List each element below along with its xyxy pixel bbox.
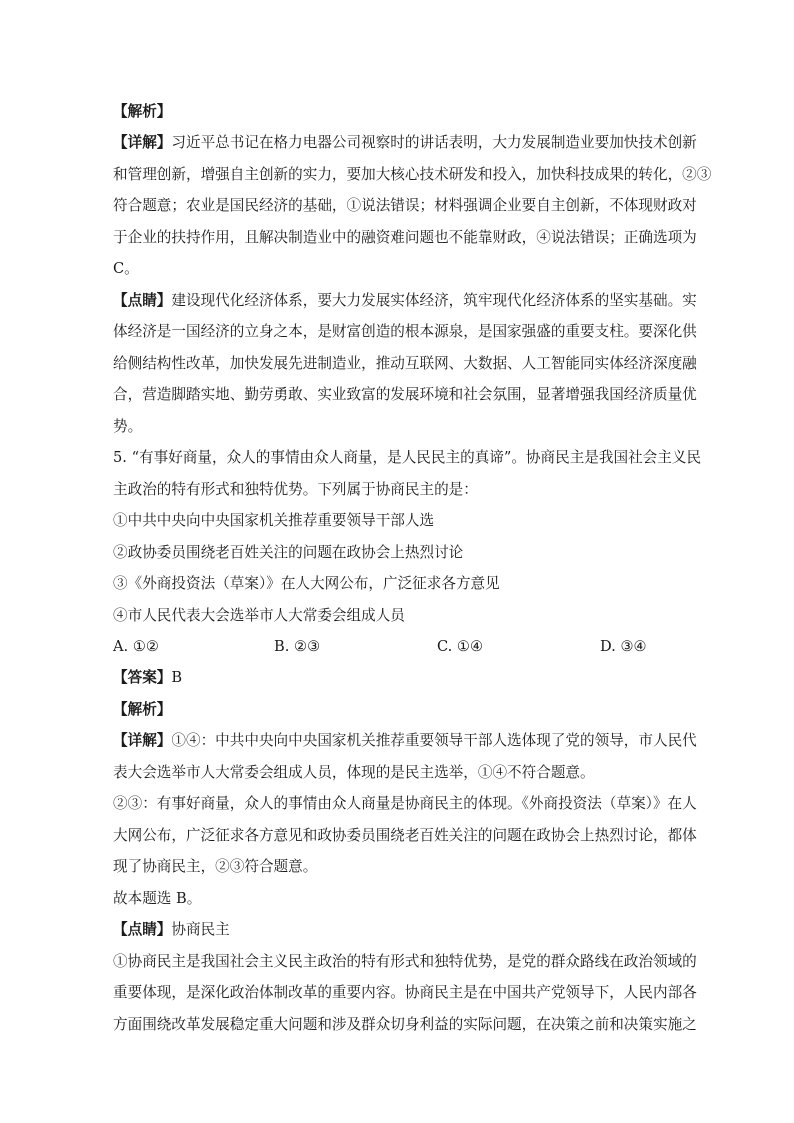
- detail-paragraph-line: 符合题意；农业是国民经济的基础，①说法错误；材料强调企业要自主创新，不体现财政对: [113, 197, 697, 214]
- statement-item: ②政协委员围绕老百姓关注的问题在政协会上热烈讨论: [113, 544, 464, 561]
- key-point-paragraph-line: 重要体现，是深化政治体制改革的重要内容。协商民主是在中国共产党领导下，人民内部各: [113, 984, 697, 1001]
- question-stem-line: 主政治的特有形式和独特优势。下列属于协商民主的是：: [113, 481, 478, 498]
- answer-label: 【答案】: [113, 669, 172, 686]
- key-point-paragraph-line: [113, 291, 697, 311]
- analysis-heading: 【解析】: [113, 701, 172, 718]
- detail-paragraph-line: 表大会选举市人大常委会组成人员，体现的是民主选举，①④不符合题意。: [113, 764, 595, 781]
- answer-value: B: [171, 669, 183, 686]
- statement-item: ①中共中央向中央国家机关推荐重要领导干部人选: [113, 512, 435, 529]
- detail-paragraph-line: 于企业的扶持作用，且解决制造业中的融资难问题也不能靠财政，④说法错误；正确选项为: [113, 229, 697, 246]
- detail-paragraph-line: [113, 731, 697, 751]
- key-point-line: [113, 920, 683, 940]
- key-point-paragraph-line: 势。: [113, 418, 143, 435]
- analysis-heading: 【解析】: [113, 103, 172, 120]
- detail-paragraph-line: [113, 133, 697, 153]
- key-point-paragraph-line: 体经济是一国经济的立身之本，是财富创造的根本源泉，是国家强盛的重要支柱。要深化供: [113, 323, 697, 340]
- detail-label: 【详解】: [113, 732, 172, 749]
- option-b: B. ②③: [274, 638, 321, 655]
- question-stem-line: 5. “有事好商量，众人的事情由众人商量，是人民民主的真谛”。协商民主是我国社会主义民: [113, 449, 702, 466]
- option-d: D. ③④: [600, 638, 647, 655]
- key-point-text: 建设现代化经济体系，要大力发展实体经济，筑牢现代化经济体系的坚实基础。实: [171, 292, 697, 309]
- answer-line: [113, 668, 683, 688]
- detail-text: ①④：中共中央向中央国家机关推荐重要领导干部人选体现了党的领导，市人民代: [171, 732, 697, 749]
- key-point-paragraph-line: 合，营造脚踏实地、勤劳勇敢、实业致富的发展环境和社会氛围，显著增强我国经济质量优: [113, 386, 697, 403]
- detail-paragraph-line: 现了协商民主，②③符合题意。: [113, 858, 318, 875]
- key-point-title: 协商民主: [171, 921, 230, 938]
- detail-label: 【详解】: [113, 134, 172, 151]
- detail-paragraph-line: 和管理创新，增强自主创新的实力，要加大核心技术研发和投入，加快科技成果的转化，②③: [113, 166, 712, 183]
- key-point-paragraph-line: 方面围绕改革发展稳定重大问题和涉及群众切身利益的实际问题，在决策之前和决策实施之: [113, 1016, 697, 1033]
- option-a: A. ①②: [113, 638, 159, 655]
- key-point-label: 【点睛】: [113, 921, 172, 938]
- detail-text: 习近平总书记在格力电器公司视察时的讲话表明，大力发展制造业要加快技术创新: [171, 134, 697, 151]
- key-point-label: 【点睛】: [113, 292, 172, 309]
- detail-paragraph-line: C。: [113, 260, 139, 277]
- statement-item: ④市人民代表大会选举市人大常委会组成人员: [113, 607, 405, 624]
- key-point-paragraph-line: ①协商民主是我国社会主义民主政治的特有形式和独特优势，是党的群众路线在政治领域的: [113, 953, 697, 970]
- statement-item: ③《外商投资法（草案）》在人大网公布，广泛征求各方意见: [113, 575, 500, 592]
- detail-paragraph-line: 故本题选 B。: [113, 890, 202, 907]
- key-point-paragraph-line: 给侧结构性改革，加快发展先进制造业，推动互联网、大数据、人工智能同实体经济深度融: [113, 355, 697, 372]
- option-c: C. ①④: [437, 638, 484, 655]
- detail-paragraph-line: 大网公布，广泛征求各方意见和政协委员围绕老百姓关注的问题在政协会上热烈讨论，都体: [113, 827, 697, 844]
- detail-paragraph-line: ②③：有事好商量，众人的事情由众人商量是协商民主的体现。《外商投资法（草案）》在人: [113, 795, 697, 812]
